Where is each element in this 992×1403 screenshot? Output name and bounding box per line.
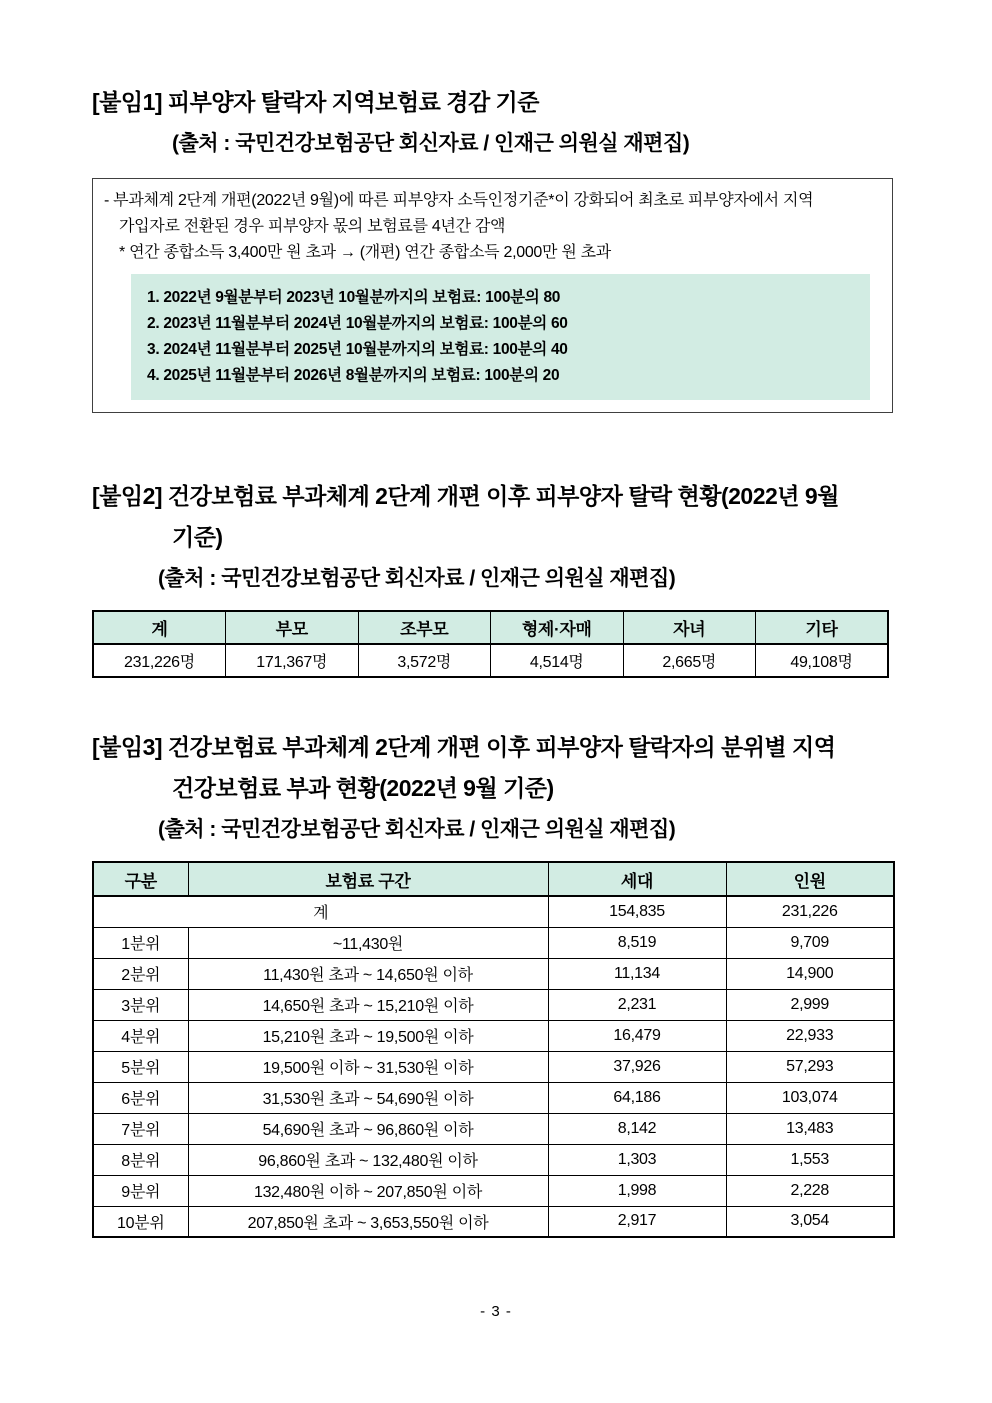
rank: 8분위 [93, 1144, 188, 1175]
val-grandparents: 3,572명 [358, 644, 491, 677]
persons: 22,933 [726, 1020, 894, 1051]
persons: 1,553 [726, 1144, 894, 1175]
households: 8,142 [548, 1113, 726, 1144]
table-header-row [93, 862, 894, 896]
note-line-3: * 연간 종합소득 3,400만 원 초과 → (개편) 연간 종합소득 2,000만 원 초과 [119, 244, 611, 261]
table-row-decile-4 [93, 1020, 894, 1051]
households: 1,303 [548, 1144, 726, 1175]
households: 37,926 [548, 1051, 726, 1082]
table-row-decile-8 [93, 1144, 894, 1175]
households: 16,479 [548, 1020, 726, 1051]
range: ~11,430원 [188, 927, 548, 958]
table-row-decile-1 [93, 927, 894, 958]
rank: 4분위 [93, 1020, 188, 1051]
note-line-2: 가입자로 전환된 경우 피부양자 몫의 보험료를 4년간 감액 [119, 218, 506, 235]
total-households: 154,835 [548, 896, 726, 927]
rank: 2분위 [93, 958, 188, 989]
decile-table-body [93, 896, 894, 1237]
table-row-decile-10 [93, 1206, 894, 1237]
total-persons: 231,226 [726, 896, 894, 927]
total-label: 계 [93, 896, 548, 927]
decile-premium-table [92, 861, 895, 1238]
households: 8,519 [548, 927, 726, 958]
section2-title-line1: [붙임2] 건강보험료 부과체계 2단계 개편 이후 피부양자 탈락 현황(2022년 9월 [92, 483, 839, 509]
schedule-item-1: 1. 2022년 9월분부터 2023년 10월분까지의 보험료: 100분의 80 [147, 289, 561, 306]
dependents-drop-table [92, 610, 889, 678]
persons: 103,074 [726, 1082, 894, 1113]
section3-title-line2: 건강보험료 부과 현황(2022년 9월 기준) [172, 775, 554, 801]
range: 54,690원 초과 ~ 96,860원 이하 [188, 1113, 548, 1144]
rank: 9분위 [93, 1175, 188, 1206]
col-total: 계 [93, 611, 226, 644]
dependents-drop-table-head [93, 611, 888, 644]
col-others: 기타 [756, 611, 889, 644]
col-grandparents: 조부모 [358, 611, 491, 644]
persons: 2,228 [726, 1175, 894, 1206]
persons: 57,293 [726, 1051, 894, 1082]
section2-title-line2: 기준) [172, 524, 223, 550]
section3-title [92, 731, 898, 804]
table-row-decile-2 [93, 958, 894, 989]
page-number: - 3 - [480, 1303, 512, 1320]
val-parents: 171,367명 [226, 644, 359, 677]
section1-title: [붙임1] 피부양자 탈락자 지역보험료 경감 기준 [92, 89, 539, 115]
val-total: 231,226명 [93, 644, 226, 677]
val-children: 2,665명 [623, 644, 756, 677]
persons: 9,709 [726, 927, 894, 958]
dependents-drop-table-body [93, 644, 888, 677]
schedule-item-2: 2. 2023년 11월분부터 2024년 10월분까지의 보험료: 100분의 60 [147, 315, 568, 332]
persons: 2,999 [726, 989, 894, 1020]
col-households: 세대 [548, 862, 726, 896]
persons: 14,900 [726, 958, 894, 989]
range: 31,530원 초과 ~ 54,690원 이하 [188, 1082, 548, 1113]
households: 2,231 [548, 989, 726, 1020]
households: 1,998 [548, 1175, 726, 1206]
section3-title-line1: [붙임3] 건강보험료 부과체계 2단계 개편 이후 피부양자 탈락자의 분위별 지역 [92, 734, 836, 760]
rank: 6분위 [93, 1082, 188, 1113]
households: 64,186 [548, 1082, 726, 1113]
rank: 10분위 [93, 1206, 188, 1237]
rank: 1분위 [93, 927, 188, 958]
households: 11,134 [548, 958, 726, 989]
range: 15,210원 초과 ~ 19,500원 이하 [188, 1020, 548, 1051]
schedule-item-3: 3. 2024년 11월분부터 2025년 10월분까지의 보험료: 100분의 40 [147, 341, 568, 358]
range: 132,480원 이하 ~ 207,850원 이하 [188, 1175, 548, 1206]
range: 19,500원 이하 ~ 31,530원 이하 [188, 1051, 548, 1082]
col-siblings: 형제·자매 [491, 611, 624, 644]
table-row-decile-5 [93, 1051, 894, 1082]
rank: 5분위 [93, 1051, 188, 1082]
col-premium-range: 보험료 구간 [188, 862, 548, 896]
total-row [93, 896, 894, 927]
section2-source: (출처 : 국민건강보험공단 회신자료 / 인재근 의원실 재편집) [158, 567, 676, 590]
rank: 3분위 [93, 989, 188, 1020]
col-category: 구분 [93, 862, 188, 896]
note-line-1: - 부과체계 2단계 개편(2022년 9월)에 따른 피부양자 소득인정기준*이 강화되어 최초로 피부양자에서 지역 [104, 192, 814, 209]
range: 96,860원 초과 ~ 132,480원 이하 [188, 1144, 548, 1175]
table-row-decile-7 [93, 1113, 894, 1144]
document-page [92, 0, 898, 1238]
col-persons: 인원 [726, 862, 894, 896]
table-row-decile-3 [93, 989, 894, 1020]
persons: 3,054 [726, 1206, 894, 1237]
rank: 7분위 [93, 1113, 188, 1144]
households: 2,917 [548, 1206, 726, 1237]
col-parents: 부모 [226, 611, 359, 644]
table-row-decile-9 [93, 1175, 894, 1206]
val-siblings: 4,514명 [491, 644, 624, 677]
section2-title [92, 480, 898, 553]
decile-table-head [93, 862, 894, 896]
section1-note-box [92, 178, 893, 413]
persons: 13,483 [726, 1113, 894, 1144]
col-children: 자녀 [623, 611, 756, 644]
schedule-item-4: 4. 2025년 11월분부터 2026년 8월분까지의 보험료: 100분의 20 [147, 367, 560, 384]
range: 11,430원 초과 ~ 14,650원 이하 [188, 958, 548, 989]
table-row-decile-6 [93, 1082, 894, 1113]
reduction-schedule-highlight [131, 274, 870, 400]
section1-source: (출처 : 국민건강보험공단 회신자료 / 인재근 의원실 재편집) [172, 132, 690, 155]
range: 207,850원 초과 ~ 3,653,550원 이하 [188, 1206, 548, 1237]
table-header-row [93, 611, 888, 644]
val-others: 49,108명 [756, 644, 889, 677]
range: 14,650원 초과 ~ 15,210원 이하 [188, 989, 548, 1020]
table-row [93, 644, 888, 677]
section3-source: (출처 : 국민건강보험공단 회신자료 / 인재근 의원실 재편집) [158, 818, 676, 841]
